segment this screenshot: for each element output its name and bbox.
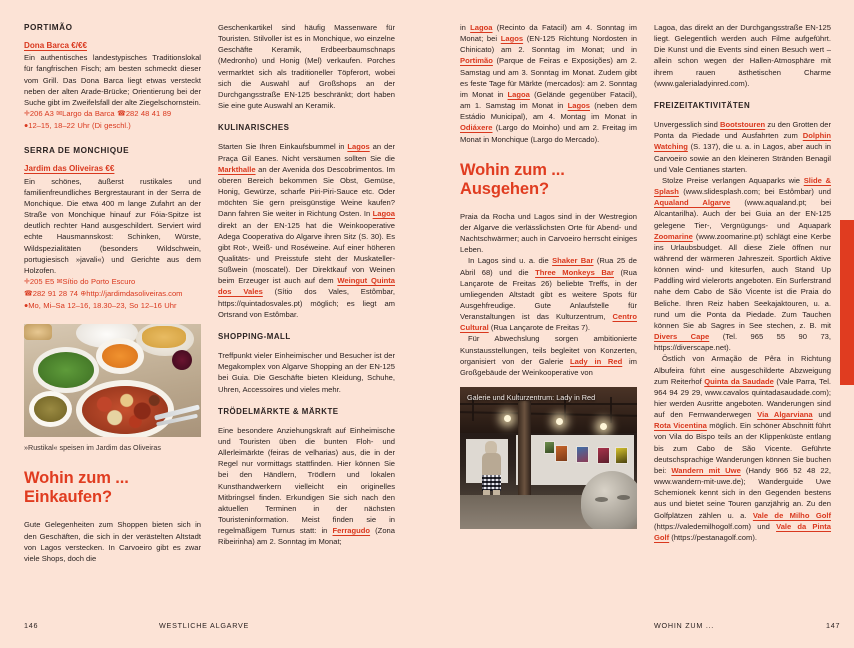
entry-description: Ein schönes, äußerst rustikales und familienfreundliches Bergrestaurant in der Serra de Monchique. Die etwa 400 m lange Zufahrt an der Straße von Monchique hinauf zur Fóia-Spitze ist deutlich rechter Hand ausgeschildert. Serviert wird echte Hausmannskost: Schinken, Würste, Wildspezialitäten (besonders Wildschwein, portugiesisch »javali«) und Gerichte aus dem Holzofen. xyxy=(24,176,201,275)
photo-jardim-das-oliveiras-meal xyxy=(24,324,201,437)
shopping-continued-text: Geschenkartikel sind häufig Massenware für Touristen. Stilvoller ist es in Monchique, wo einzelne Geschäfte Keramik, Erdbeerbaumschnaps (Medronho) und Honig (Mel) verkaufen. Porches vermarktet sich als traditioneller Töpferort, wobei sich die Auswahl auf Großshops an der Durchgangsstraße EN-125 beschränkt; dort haben Sie eine gute Auswahl an Keramik. xyxy=(218,23,395,111)
link-vale-da-pinta-golf[interactable]: Vale da Pinta Golf xyxy=(654,521,831,542)
text-run: im Großgebäude der Weinkooperative von xyxy=(460,356,637,377)
link-vale-de-milho-golf[interactable]: Vale de Milho Golf xyxy=(752,510,831,520)
column-2 xyxy=(218,22,395,548)
link-lady-in-red[interactable]: Lady in Red xyxy=(570,356,623,366)
entry-contact-info xyxy=(24,276,201,312)
section-heading-line-1: Wohin zum ... xyxy=(460,160,565,179)
footer-label-left: WESTLICHE ALGARVE xyxy=(159,621,250,630)
text-run: (Recinto da Fatacil) am 4. Sonntag im Monat; bei xyxy=(460,23,637,44)
link-slide-and-splash[interactable]: Slide & Splash xyxy=(654,175,832,197)
section-heading-line-2: Ausgehen? xyxy=(460,179,549,198)
text-run: (www.zoomarine.pt) schlägt eine Kerbe ins Urlaubsbudget. All diese Ziele öffnen nur während der wärmeren Jahreszeit. Sportlich Aktive können wind- und kitesurfen, auch Stand Up Paddling wird vielerorts angeboten. Ein Surferstrand nahe dem Cabo de São Vicente ist die Praia do Beliche. Ihren Reiz haben Seekajaktouren, u. a. rund um die Ponta da Piedade. Zum Tauchen können Sie ab Sagres in See stechen, z. B. mit xyxy=(654,231,831,330)
subheading-troedelmaerkte: TRÖDELMÄRKTE & MÄRKTE xyxy=(218,406,339,416)
text-run: (Gelände gegenüber Fatacil), am 1. Samstag im Monat in xyxy=(460,89,637,111)
chapter-edge-tab xyxy=(840,220,854,385)
section-heading-ausgehen xyxy=(460,161,637,199)
address-value: Largo da Barca xyxy=(62,109,115,119)
text-run: (Handy 966 52 48 22, www.wandern-mit-uwe.de); Wanderguide Uwe Schemionek kennt sich in den Gegenden bestens aus und bietet seine Touren ganzjährig an. Zu den Golfplätzen zählen u. a. xyxy=(654,465,831,520)
phone-value: 282 48 41 89 xyxy=(125,109,172,119)
footer-label-right: WOHIN ZUM ... xyxy=(654,621,715,630)
gallery-continued-text: Lagoa, das direkt an der Durchgangsstraße EN-125 liegt. Gelegentlich werden auch Filme aufgeführt. Die Kunst und die Events sind einen Besuch wert – allein schon wegen der Hallen-Atmosphäre mit ihrem rauen ästhetischen Charme (www.galerialadyinred.com). xyxy=(654,23,831,88)
text-run: Starten Sie Ihren Einkaufsbummel in xyxy=(218,142,348,152)
text-run: Für Abwechslung sorgen ambitionierte Kunstausstellungen, teils begleitet von Konzerten, organisiert von der Galerie xyxy=(460,334,637,366)
markets-continued-text xyxy=(460,22,637,145)
link-weingut-quinta-dos-vales[interactable]: Weingut Quinta dos Vales xyxy=(218,276,395,297)
text-run: Eine besondere Anziehungskraft auf Einheimische und Touristen üben die bunten Floh- und Allerleimärkte (feiras de velharias) aus, die in der Regel nur vormittags stattfinden. Hier können Sie bei den Händlern, Trödlern und lokalen Kunsthandwerkern vielleicht ein originelles Mitbringsel finden. Erkundigen Sie sich nach den aktuellen Terminen in der nächsten Touristeninformation. Meist finden sie in regelmäßigem Turnus statt: in xyxy=(218,425,395,536)
sculpture-bust xyxy=(581,471,637,529)
photo-lady-in-red-gallery xyxy=(460,387,637,529)
link-odiaxere[interactable]: Odiáxere xyxy=(460,123,493,133)
column-1 xyxy=(24,22,201,564)
page-number-right: 147 xyxy=(826,621,841,630)
nightlife-bars-text xyxy=(460,255,637,333)
text-run: (Vale Parra, Tel. 964 94 29 29, www.cavalos quintadasaudade.com); hier werden Ausritte angeboten. Wanderungen sind auf den Fernwanderwegen xyxy=(654,376,831,420)
text-run: Stolze Preise verlangen Aquaparks wie xyxy=(662,175,804,185)
clock-icon: ● xyxy=(24,302,29,310)
map-pin-icon: ✛ xyxy=(24,110,30,118)
map-pin-icon: ✛ xyxy=(24,278,30,286)
subheading-kulinarisches: KULINARISCHES xyxy=(218,123,290,133)
clock-icon: ● xyxy=(24,122,29,130)
page-number-left: 146 xyxy=(24,621,39,630)
globe-icon: ⊕ xyxy=(80,290,87,298)
restaurant-entry-jardim-das-oliveiras xyxy=(24,163,201,312)
link-markthalle[interactable]: Markthalle xyxy=(218,164,256,174)
link-divers-cape[interactable]: Divers Cape xyxy=(654,332,710,342)
link-lagos[interactable]: Lagos xyxy=(347,142,370,152)
text-run: (Rua Lançarote de Freitas 7). xyxy=(488,323,591,333)
shopping-intro-text: Gute Gelegenheiten zum Shoppen bieten sich in den Geschäften, die sich in der verästelten Altstadt von Lagos verstecken. In Carvoeiro gibt es zwar viele Shops, doch die xyxy=(24,520,201,563)
opening-hours: Mo, Mi–Sa 12–16, 18.30–23, So 12–16 Uhr xyxy=(28,301,177,311)
text-run: (EN-125 Richtung Nordosten in Chinicato) am 2. Sonntag im Monat; und in xyxy=(460,34,637,55)
subheading-freizeitaktivitaeten: FREIZEITAKTIVITÄTEN xyxy=(654,100,751,110)
photo-caption: »Rustikal« speisen im Jardim das Oliveiras xyxy=(24,443,162,453)
markets-text xyxy=(218,425,395,548)
phone-icon: ☎ xyxy=(117,110,126,118)
text-run: an der Avenida dos Descobrimentos. Im oberen Bereich bekommen Sie Obst, Gemüse, Honig, Gewürze, scharfe Piri-Piri-Sauce etc. Oder möchten Sie gern preisgünstige Weine kaufen? Dann fahren Sie weiter in Richtung Osten. In xyxy=(218,164,395,219)
entry-contact-info xyxy=(24,108,201,132)
freizeit-riding-hiking-text xyxy=(654,353,831,543)
text-run: (Tel. 965 55 90 73, https://diverscape.net). xyxy=(654,332,831,353)
link-via-algarviana[interactable]: Via Algarviana xyxy=(757,410,813,420)
photo-caption-overlay: Galerie und Kulturzentrum: Lady in Red xyxy=(467,393,596,403)
link-lagos-2[interactable]: Lagos xyxy=(567,101,590,111)
text-run: (Rua 25 de Abril 68) und die xyxy=(460,256,638,277)
website-value[interactable]: http://jardimdasoliveiras.com xyxy=(86,289,183,299)
link-dolphin-watching[interactable]: Dolphin Watching xyxy=(654,131,831,152)
entry-name-jardim-das-oliveiras[interactable]: Jardim das Oliveiras €€ xyxy=(24,164,115,174)
map-reference: 205 E5 xyxy=(29,277,55,286)
text-run: (Sítio dos Vales, Estômbar, https://quintadosvales.pt) möglich; es liegt am Ortsrand von Estômbar. xyxy=(218,287,395,319)
opening-hours: 12–15, 18–22 Uhr (Di geschl.) xyxy=(28,121,131,131)
link-zoomarine[interactable]: Zoomarine xyxy=(654,231,693,241)
link-portimao[interactable]: Portimão xyxy=(460,56,493,66)
nightlife-gallery-text xyxy=(460,333,637,378)
subheading-shopping-mall: SHOPPING-MALL xyxy=(218,331,291,341)
freizeit-aquaparks-text xyxy=(654,175,831,354)
section-heading-line-2: Einkaufen? xyxy=(24,488,112,507)
text-run: (www.slidesplash.com; bei Estômbar) und xyxy=(678,187,831,197)
heading-portimao: PORTIMÃO xyxy=(24,23,73,32)
link-lagoa-2[interactable]: Lagoa xyxy=(507,89,530,99)
text-run: direkt an der EN-125 hat die Weinkooperative Adega Cooperativa do Algarve ihren Sitz (S. 30). Es gibt Rot-, Weiß- und Roséweine. Auf einer höheren Qualitäts- und Preisstufe steht der Muskateller-Süßwein (moscatel). Der Direktkauf von Weinen beim Erzeuger ist auch auf dem xyxy=(218,220,395,286)
text-run: Unvergesslich sind xyxy=(654,120,721,130)
link-three-monkeys-bar[interactable]: Three Monkeys Bar xyxy=(535,267,614,277)
link-quinta-da-saudade[interactable]: Quinta da Saudade xyxy=(704,376,774,386)
kulinarisches-text xyxy=(218,141,395,320)
link-rota-vicentina[interactable]: Rota Vicentina xyxy=(654,421,707,431)
link-aqualand-algarve[interactable]: Aqualand Algarve xyxy=(654,198,731,208)
link-lagoa[interactable]: Lagoa xyxy=(372,209,395,219)
text-run: an der Praça Gil Eanes. Nicht versäumen sollten Sie die xyxy=(218,142,395,163)
link-wandern-mit-uwe[interactable]: Wandern mit Uwe xyxy=(671,465,741,475)
text-run: (www.aqualand.pt; bei Alcantarilha). Auch der bei Guia an der EN-125 gelegene Tier-, Vergnügungs- und Aquapark xyxy=(654,198,832,230)
shopping-mall-text: Treffpunkt vieler Einheimischer und Besucher ist der Megakomplex von Algarve Shopping an der EN-125 bei Guia. Die Geschäfte bieten Kleidung, Schuhe, Uhren, Accessoires und vieles mehr. xyxy=(218,351,395,394)
link-lagos[interactable]: Lagos xyxy=(500,34,524,44)
freizeit-boats-text xyxy=(654,119,831,175)
column-3 xyxy=(460,22,637,529)
section-heading-einkaufen xyxy=(24,469,201,507)
heading-serra-de-monchique: SERRA DE MONCHIQUE xyxy=(24,146,130,156)
nightlife-intro-text: Praia da Rocha und Lagos sind in der Westregion der Algarve die verlässlichsten Orte für Abend- und Nachtschwärmer; auch in Carvoeiro herrscht einiges Leben. xyxy=(460,211,637,255)
phone-value: 282 91 28 74 xyxy=(32,289,78,299)
link-ferragudo[interactable]: Ferragudo xyxy=(332,526,371,536)
entry-name-dona-barca[interactable]: Dona Barca €/€€ xyxy=(24,41,87,51)
text-run: Östlich von Armação de Pêra in Richtung Albufeira führt eine ausgeschilderte Abzweigung zum Reiterhof xyxy=(654,354,831,386)
text-run: (Parque de Feiras e Exposições) am 2. Samstag und am 3. Sonntag im Monat. Zudem gibt es feste Tage für Märkte (mercados): am 2. Sonntag im Monat in xyxy=(460,56,637,99)
text-run: (https://pestanagolf.com). xyxy=(669,532,757,542)
column-4 xyxy=(654,22,831,543)
text-run: (Rua Lançarote de Freitas 26) beliebte Treffs, in der umliegenden Altstadt gibt es weitere Spots für Ausgehfreudige. Gute Anlaufstelle für Veranstaltungen ist das Kulturzentrum, xyxy=(460,267,637,322)
section-heading-line-1: Wohin zum ... xyxy=(24,469,129,488)
link-lagoa[interactable]: Lagoa xyxy=(470,23,493,32)
link-shaker-bar[interactable]: Shaker Bar xyxy=(552,256,594,266)
text-run: zu den Grotten der Ponta da Piedade und Ausfahrten zum xyxy=(654,120,832,141)
phone-icon: ☎ xyxy=(24,290,33,298)
link-bootstouren[interactable]: Bootstouren xyxy=(720,120,766,130)
link-centro-cultural[interactable]: Centro Cultural xyxy=(460,312,637,333)
text-run: (Zona Ribeirinha) am 2. Sonntag im Monat; xyxy=(218,526,395,547)
address-icon: ✉ xyxy=(56,278,63,286)
text-run: In Lagos sind u. a. die xyxy=(468,256,553,266)
text-run: möglich. Ein schöner Abschnitt führt von Vila do Bispo teils an der Klippenküste entlang bis zum Cabo de São Vicente. Geführte deutschsprachige Wanderungen können Sie buchen bei: xyxy=(654,421,832,475)
text-run: in xyxy=(460,23,471,32)
text-run: (https://valedemilhogolf.com) und xyxy=(654,521,777,531)
restaurant-entry-dona-barca xyxy=(24,40,201,132)
address-icon: ✉ xyxy=(56,110,63,118)
entry-description: Ein authentisches landestypisches Traditionslokal für fangfrischen Fisch; am besten schmeckt dieser vom Grill. Das Dona Barca liegt etwas versteckt neben der alten Arade-Brücke; Orientierung bei der Suche gibt im Zweifelsfall der alte Ziegelschornstein. xyxy=(24,53,201,107)
address-value: Sítio do Porto Escuro xyxy=(62,277,136,286)
map-reference: 206 A3 xyxy=(29,109,54,119)
text-run: (Largo do Moinho) und am 2. Freitag im Monat in Monchique (Largo do Mercado). xyxy=(460,123,637,144)
text-run: (S. 137), die u. a. in Lagos, aber auch in Carvoeiro sowie an den kleineren Stränden Benagil und Vale Centianes starten. xyxy=(654,142,831,174)
text-run: (neben dem Estádio Municipal), am 4. Montag im Monat in xyxy=(460,101,637,122)
text-run: und xyxy=(812,410,832,420)
